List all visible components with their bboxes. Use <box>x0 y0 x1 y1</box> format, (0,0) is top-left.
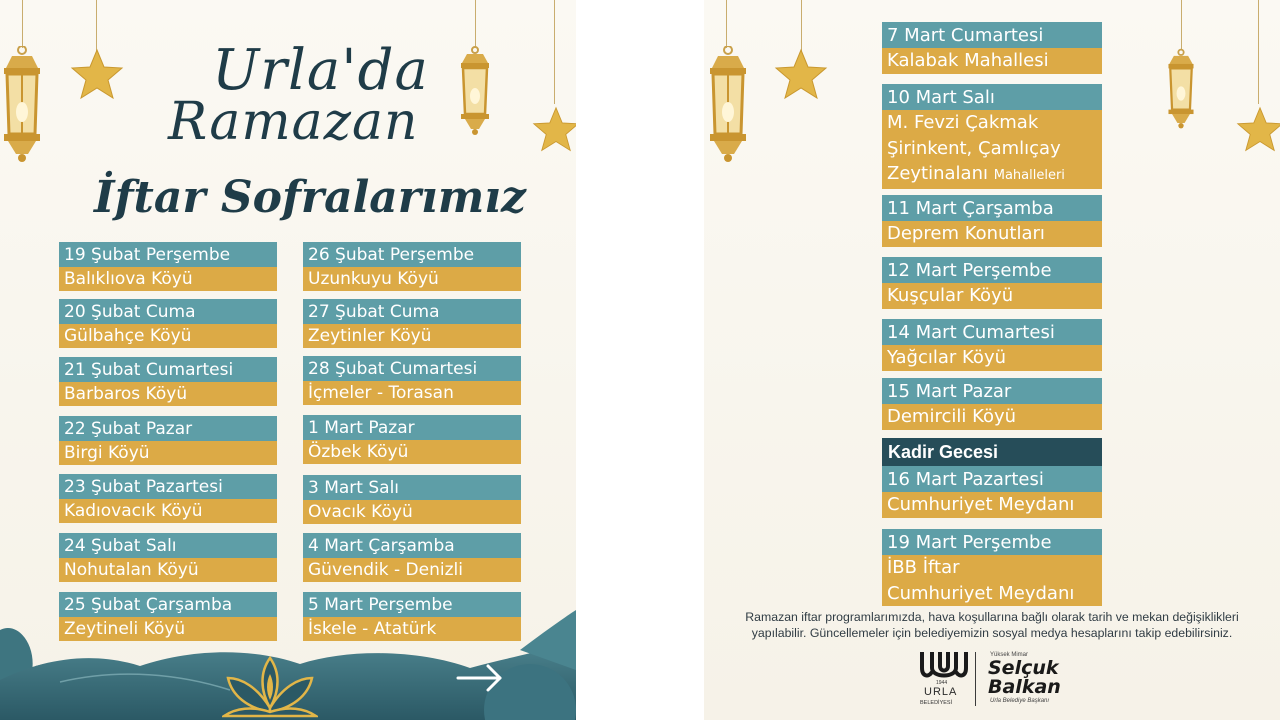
card-place: Kalabak Mahallesi <box>882 48 1102 74</box>
card-date: 24 Şubat Salı <box>59 533 277 558</box>
card-place-main: Zeytinalanı <box>887 163 988 184</box>
card-place: Birgi Köyü <box>59 441 277 465</box>
card-place: M. Fevzi Çakmak <box>882 110 1102 136</box>
schedule-card <box>59 533 277 582</box>
kadir-gecesi-card <box>882 438 1102 518</box>
card-place: Özbek Köyü <box>303 440 521 464</box>
schedule-card <box>303 415 521 464</box>
lantern-string <box>22 0 23 48</box>
card-date: 11 Mart Çarşamba <box>882 195 1102 221</box>
card-place: Cumhuriyet Meydanı <box>882 581 1102 607</box>
card-date: 27 Şubat Cuma <box>303 299 521 324</box>
card-date: 12 Mart Perşembe <box>882 257 1102 283</box>
schedule-card <box>303 242 521 291</box>
card-date: 26 Şubat Perşembe <box>303 242 521 267</box>
card-date: 25 Şubat Çarşamba <box>59 592 277 617</box>
disclaimer-text <box>714 609 1270 641</box>
card-place: Deprem Konutları <box>882 221 1102 247</box>
schedule-card <box>882 529 1102 606</box>
lantern-string <box>1181 0 1182 50</box>
card-place: Kuşçular Köyü <box>882 283 1102 309</box>
logo-subtitle: BELEDİYESİ <box>920 700 953 706</box>
schedule-card <box>59 416 277 465</box>
card-place: Cumhuriyet Meydanı <box>882 492 1102 518</box>
card-place: Nohutalan Köyü <box>59 558 277 582</box>
card-place: Demircili Köyü <box>882 404 1102 430</box>
schedule-card <box>882 22 1102 74</box>
card-place: Balıklıova Köyü <box>59 267 277 291</box>
card-place: Uzunkuyu Köyü <box>303 267 521 291</box>
star-string <box>1258 0 1259 104</box>
title-line-1: Urla'da <box>212 38 429 103</box>
schedule-card <box>303 533 521 582</box>
card-place: Barbaros Köyü <box>59 382 277 406</box>
lantern-icon <box>456 46 494 136</box>
card-date: 19 Mart Perşembe <box>882 529 1102 555</box>
card-date: 14 Mart Cumartesi <box>882 319 1102 345</box>
kadir-gecesi-header: Kadir Gecesi <box>882 438 1102 466</box>
star-icon <box>532 102 576 158</box>
left-slide <box>0 0 576 720</box>
schedule-card <box>882 84 1102 189</box>
signature-role: Urla Belediye Başkanı <box>990 698 1050 704</box>
card-date: 16 Mart Pazartesi <box>882 466 1102 492</box>
schedule-card <box>882 257 1102 309</box>
card-place: Yağcılar Köyü <box>882 345 1102 371</box>
card-place: Şirinkent, Çamlıçay <box>882 136 1102 162</box>
star-string <box>801 0 802 52</box>
star-icon <box>70 48 124 102</box>
card-place: Kadıovacık Köyü <box>59 499 277 523</box>
star-icon <box>1236 102 1280 158</box>
iftar-subtitle: İftar Sofralarımız <box>94 172 526 223</box>
star-icon <box>774 48 828 102</box>
card-date: 28 Şubat Cumartesi <box>303 356 521 381</box>
mayor-signature <box>984 652 1094 708</box>
schedule-card <box>59 242 277 291</box>
card-place: İBB İftar <box>882 555 1102 581</box>
signature-first-name: Selçuk <box>988 657 1059 679</box>
card-place: Ovacık Köyü <box>303 500 521 524</box>
card-place-line <box>882 161 1102 189</box>
urla-logo-mark-icon <box>920 650 968 680</box>
lantern-icon <box>1164 48 1198 130</box>
card-date: 4 Mart Çarşamba <box>303 533 521 558</box>
schedule-card <box>59 357 277 406</box>
logo-year: 1944 <box>936 680 948 686</box>
lantern-icon <box>0 46 46 164</box>
disclaimer-line-2: yapılabilir. Güncellemeler için belediyemizin sosyal medya hesaplarını takip edebilirsiniz. <box>751 626 1233 640</box>
schedule-card <box>882 195 1102 247</box>
card-place: Zeytineli Köyü <box>59 617 277 641</box>
schedule-card <box>59 474 277 523</box>
lantern-string <box>475 0 476 48</box>
schedule-card <box>303 299 521 348</box>
star-string <box>554 0 555 104</box>
card-place: Gülbahçe Köyü <box>59 324 277 348</box>
card-place-suffix: Mahalleleri <box>993 168 1065 183</box>
schedule-card <box>882 319 1102 371</box>
arrow-right-icon[interactable] <box>450 656 510 700</box>
schedule-card <box>303 475 521 524</box>
lotus-ornament-icon <box>222 652 318 720</box>
title-line-2: Ramazan <box>168 92 419 152</box>
card-place: İskele - Atatürk <box>303 617 521 641</box>
lantern-icon <box>704 46 752 164</box>
disclaimer-line-1: Ramazan iftar programlarımızda, hava koşullarına bağlı olarak tarih ve mekan değişiklikleri <box>745 610 1239 624</box>
card-date: 5 Mart Perşembe <box>303 592 521 617</box>
card-date: 23 Şubat Pazartesi <box>59 474 277 499</box>
card-date: 21 Şubat Cumartesi <box>59 357 277 382</box>
card-place: Güvendik - Denizli <box>303 558 521 582</box>
schedule-card <box>882 378 1102 430</box>
card-date: 20 Şubat Cuma <box>59 299 277 324</box>
card-date: 7 Mart Cumartesi <box>882 22 1102 48</box>
schedule-card <box>59 299 277 348</box>
card-date: 15 Mart Pazar <box>882 378 1102 404</box>
card-place: Zeytinler Köyü <box>303 324 521 348</box>
schedule-card <box>303 356 521 405</box>
lantern-string <box>726 0 727 48</box>
logo-divider <box>975 652 976 706</box>
card-date: 3 Mart Salı <box>303 475 521 500</box>
card-date: 10 Mart Salı <box>882 84 1102 110</box>
signature-title: Yüksek Mimar <box>990 652 1029 658</box>
card-date: 22 Şubat Pazar <box>59 416 277 441</box>
logo-wordmark: URLA <box>924 686 958 698</box>
card-date: 19 Şubat Perşembe <box>59 242 277 267</box>
right-slide <box>704 0 1280 720</box>
card-place: İçmeler - Torasan <box>303 381 521 405</box>
signature-last-name: Balkan <box>988 676 1061 698</box>
card-date: 1 Mart Pazar <box>303 415 521 440</box>
star-string <box>96 0 97 52</box>
